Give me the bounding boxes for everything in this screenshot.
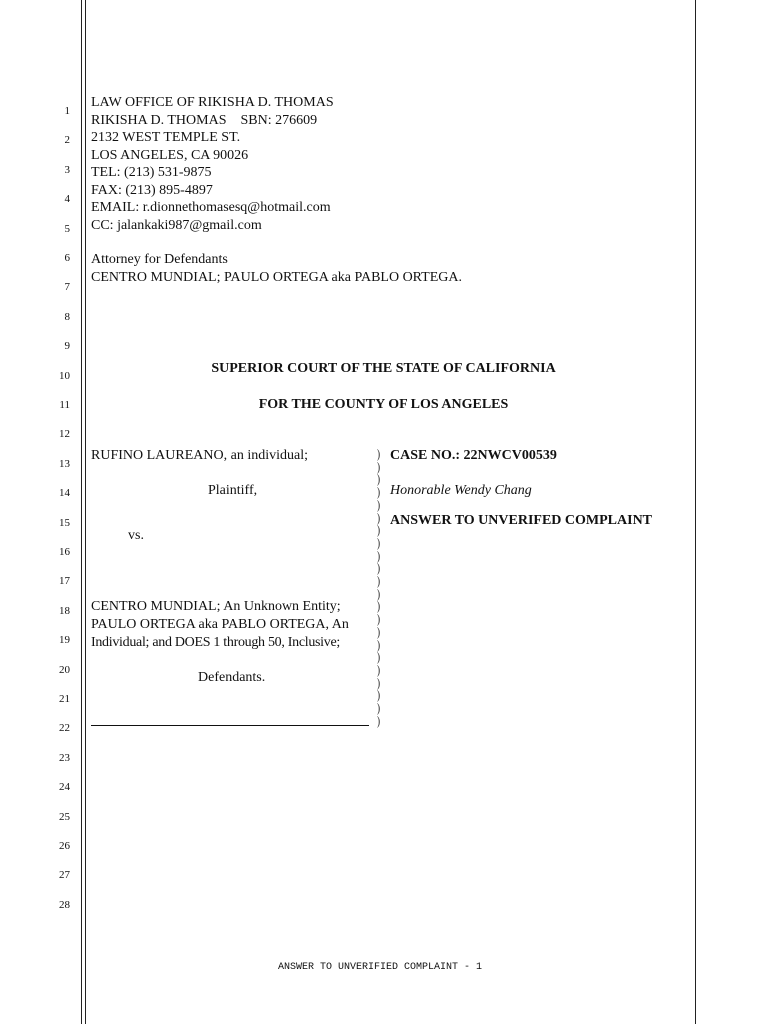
caption-paren: ) — [377, 674, 381, 690]
caption-paren: ) — [377, 573, 381, 588]
caption-paren: ) — [377, 446, 381, 461]
address-street: 2132 WEST TEMPLE ST. — [91, 130, 241, 145]
versus: vs. — [128, 528, 144, 543]
defendant-line-2: PAULO ORTEGA aka PABLO ORTEGA, An — [91, 617, 349, 632]
court-title: SUPERIOR COURT OF THE STATE OF CALIFORNIA — [211, 361, 556, 376]
caption-paren: ) — [377, 484, 381, 500]
caption-paren: ) — [377, 649, 381, 665]
left-margin-rule-outer — [81, 0, 82, 1024]
line-number: 11 — [59, 399, 70, 411]
line-number: 4 — [64, 193, 70, 206]
county-title: FOR THE COUNTY OF LOS ANGELES — [258, 397, 509, 412]
line-number: 16 — [59, 546, 70, 558]
caption-paren: ) — [377, 471, 381, 487]
line-number: 23 — [59, 751, 70, 764]
caption-paren: ) — [377, 636, 381, 652]
line-number: 1 — [64, 105, 70, 117]
line-number: 5 — [64, 222, 70, 235]
line-number: 25 — [59, 810, 70, 823]
case-number: CASE NO.: 22NWCV00539 — [390, 448, 557, 463]
line-number: 2 — [64, 134, 70, 147]
caption-paren: ) — [377, 522, 381, 538]
cc-email: CC: jalankaki987@gmail.com — [91, 217, 262, 233]
caption-paren: ) — [377, 585, 381, 601]
judge-name: Honorable Wendy Chang — [390, 483, 532, 498]
caption-paren: ) — [377, 623, 381, 639]
caption-paren: ) — [377, 496, 381, 512]
caption-paren: ) — [377, 598, 381, 614]
line-number: 14 — [59, 487, 70, 500]
left-margin-rule-inner — [85, 0, 86, 1024]
caption-paren: ) — [377, 509, 381, 525]
line-number: 13 — [59, 457, 70, 470]
line-number: 20 — [59, 663, 70, 676]
defendant-line-1: CENTRO MUNDIAL; An Unknown Entity; — [91, 599, 341, 614]
attorney-name-sbn: RIKISHA D. THOMAS SBN: 276609 — [91, 112, 318, 128]
line-number: 28 — [59, 898, 70, 911]
line-number: 8 — [64, 310, 70, 323]
line-number: 24 — [59, 781, 70, 794]
plaintiff-name: RUFINO LAUREANO, an individual; — [91, 448, 308, 463]
caption-bottom-rule — [91, 725, 369, 726]
defendant-line-3: Individual; and DOES 1 through 50, Inclusive; — [91, 635, 340, 650]
line-number: 7 — [64, 281, 70, 294]
line-number: 10 — [59, 369, 70, 382]
address-city: LOS ANGELES, CA 90026 — [91, 147, 249, 163]
document-title: ANSWER TO UNVERIFED COMPLAINT — [390, 513, 653, 528]
caption-paren: ) — [377, 547, 381, 563]
line-number: 19 — [59, 634, 70, 647]
line-number: 6 — [64, 252, 70, 264]
line-number: 21 — [59, 693, 70, 705]
caption-paren: ) — [377, 700, 381, 715]
caption-paren: ) — [377, 534, 381, 550]
clients-named: CENTRO MUNDIAL; PAULO ORTEGA aka PABLO ORTEGA. — [91, 269, 463, 285]
fax: FAX: (213) 895-4897 — [91, 182, 213, 198]
line-number: 3 — [64, 163, 70, 176]
line-number: 15 — [59, 516, 70, 529]
telephone: TEL: (213) 531-9875 — [91, 165, 212, 180]
line-number: 12 — [59, 428, 70, 441]
caption-paren: ) — [377, 560, 381, 576]
line-number: 26 — [59, 840, 70, 852]
right-margin-rule — [695, 0, 696, 1024]
line-number: 17 — [59, 575, 70, 588]
caption-paren: ) — [377, 611, 381, 627]
law-office-name: LAW OFFICE OF RIKISHA D. THOMAS — [91, 95, 334, 110]
page-footer: ANSWER TO UNVERIFIED COMPLAINT - 1 — [277, 962, 483, 973]
line-number: 22 — [59, 722, 70, 735]
line-number: 18 — [59, 604, 70, 617]
attorney-for-label: Attorney for Defendants — [91, 252, 228, 267]
plaintiff-role: Plaintiff, — [208, 483, 258, 498]
caption-paren: ) — [377, 712, 381, 728]
caption-paren: ) — [377, 687, 381, 703]
caption-paren: ) — [377, 458, 381, 474]
line-number: 27 — [59, 869, 70, 882]
defendant-role: Defendants. — [198, 670, 266, 685]
email: EMAIL: r.dionnethomasesq@hotmail.com — [91, 200, 331, 215]
caption-paren: ) — [377, 661, 381, 677]
line-number: 9 — [64, 340, 70, 353]
